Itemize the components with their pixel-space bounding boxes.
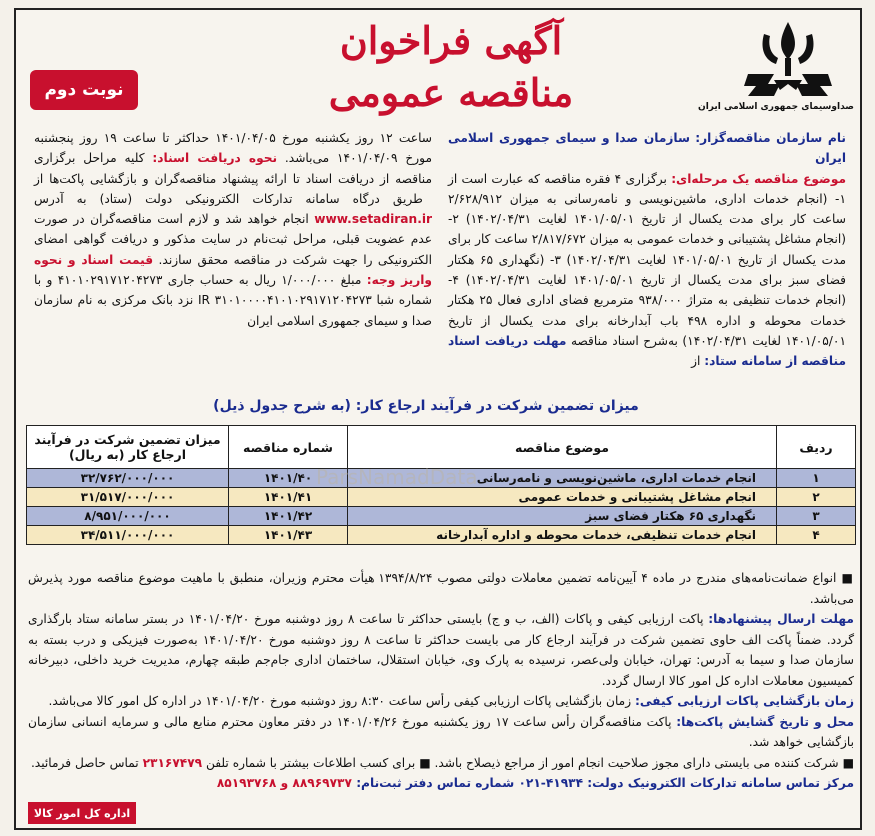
opening-quality-label: زمان بازگشایی پاکات ارزیابی کیفی: [634, 694, 854, 708]
how-value: کلیه مراحل برگزاری مناقصه از دریافت اسناد تا ارائه پیشنهاد مناقصه‌گران و بازگشایی پاکت‌ها از طریق درگاه سامانه تدارکات الکترونیکی دولت (ستاد) به آدرس [34, 151, 432, 206]
opening-place-paragraph [28, 712, 854, 753]
opening-place-label: محل و تاریخ گشایش پاکت‌ها: [676, 714, 854, 729]
title-line-2: مناقصه عمومی [328, 70, 574, 115]
row-subject: انجام مشاغل پشتیبانی و خدمات عمومی [348, 488, 777, 507]
deadline-value: از [691, 354, 701, 369]
contact-label: مرکز تماس سامانه تدارکات الکترونیک دولت: ۴۱۹۳۴-۰۲۱ شماره تماس دفتر ثبت‌نام: [356, 776, 854, 790]
row-tender-number: ۱۴۰۱/۴۰ [229, 469, 348, 488]
website-link[interactable]: www.setadiran.ir [314, 212, 433, 227]
footer-badge: اداره کل امور کالا [28, 802, 136, 824]
advertisement-page [14, 8, 862, 830]
header-tender-number: شماره مناقصه [229, 426, 348, 469]
table-row [27, 526, 856, 545]
row-tender-number: ۱۴۰۱/۴۲ [229, 507, 348, 526]
submission-value: پاکت ارزیابی کیفی و پاکات (الف، ب و ج) بایستی حداکثر تا ساعت ۸ روز دوشنبه مورخ ۱۴۰۱/۰۴/۲۰ در بستر سامانه ستاد بارگذاری گردد. ضمناً پاکت الف حاوی تضمین شرکت در فرآیند ارجاع کار می بایست حداکثر تا ساعت ۸ روز دوشنبه مورخ ۱۴۰۱/۰۴/۲۰ به‌صورت فیزیکی و درب بسته به سازمان صدا و سیما به آدرس: تهران، خیابان ولی‌عصر، نرسیده به پارک وی، خیابان استقلال، ساختمان اداری جام‌جم طبقه چهارم، مدیریت خرید داخلی، دبیرخانه کمیسیون معاملات اداره کل امور کالا ارسال گردد. [28, 612, 854, 688]
qualification-paragraph: ■ شرکت کننده می بایستی دارای مجوز صلاحیت انجام امور از مراجع ذیصلاح باشد. ■ برای کسب اطلاعات بیشتر با شماره تلفن ۲۳۱۶۷۴۷۹ تماس حاصل فرمائید. [30, 755, 854, 770]
qualification-end: تماس حاصل فرمائید. [30, 755, 143, 770]
qualification-text: شرکت کننده می بایستی دارای مجوز صلاحیت انجام امور از مراجع ذیصلاح باشد. ■ برای کسب اطلاعات بیشتر با شماره تلفن [202, 755, 839, 770]
title-line-1: آگهی فراخوان [339, 18, 563, 63]
watermark: ParsNamadData [316, 465, 478, 489]
price-label: قیمت اسناد و نحوه واریز وجه: [34, 252, 433, 288]
info-phone: ۲۳۱۶۷۴۷۹ [142, 755, 203, 770]
opening-quality-value: زمان بازگشایی پاکات ارزیابی کیفی رأس ساعت ۸:۳۰ روز دوشنبه مورخ ۱۴۰۱/۰۴/۲۰ در اداره کل امور کالا می‌باشد. [48, 694, 635, 708]
org-value: سازمان صدا و سیمای جمهوری اسلامی ایران [448, 131, 846, 166]
left-column [34, 128, 432, 331]
header-row-number: ردیف [777, 426, 856, 469]
row-tender-number: ۱۴۰۱/۴۳ [229, 526, 348, 545]
header-guarantee: میزان تضمین شرکت در فرآیند ارجاع کار (به ریال) [27, 426, 229, 469]
submission-label: مهلت ارسال پیشنهادها: [708, 612, 854, 626]
row-number: ۴ [777, 526, 856, 545]
org-label: نام سازمان مناقصه‌گزار: [695, 131, 847, 145]
price-value: مبلغ ۱/۰۰۰/۰۰۰ ریال به حساب جاری ۴۱۰۱۰۲۹۱۷۱۲۰۴۲۷۳ و با شماره شبا IR ۳۱۰۱۰۰۰۰۴۱۰۱۰۲۹۱۷۱۲۰۴۲۷۳ نزد بانک مرکزی به نام سازمان صدا و سیمای جمهوری اسلامی ایران [34, 273, 433, 328]
subject-value: برگزاری ۴ فقره مناقصه که عبارت است از ۱- (انجام خدمات اداری، ماشین‌نویسی و نامه‌رسانی به میزان ۲/۶۲۸/۹۱۲ ساعت کار برای مدت یکسال از تاریخ ۱۴۰۱/۰۵/۰۱ لغایت ۱۴۰۲/۰۴/۳۱) ۲- (انجام مشاغل پشتیبانی و خدمات عمومی به میزان ۲/۸۱۷/۶۷۲ ساعت کار برای مدت یکسال از تاریخ ۱۴۰۱/۰۵/۰۱ لغایت ۱۴۰۲/۰۴/۳۱) ۳- (نگهداری ۶۵ هکتار فضای سبز برای مدت یکسال از تاریخ ۱۴۰۱/۰۵/۰۱ لغایت ۱۴۰۲/۰۴/۳۱) ۴- (انجام خدمات تنظیفی به متراژ ۹۳۸/۰۰۰ مترمربع فضای اداری فعال ۲۵ هکتار خدمات محوطه و اداره ۴۹۸ باب آبدارخانه برای مدت یکسال از تاریخ ۱۴۰۱/۰۵/۰۱ لغایت ۱۴۰۲/۰۴/۳۱) به‌شرح اسناد مناقصه [448, 171, 847, 348]
header-subject: موضوع مناقصه [348, 426, 777, 469]
contact-numbers: ۸۸۹۶۹۷۳۷ و ۸۵۱۹۳۷۶۸ [216, 776, 357, 790]
contact-paragraph [28, 773, 854, 794]
row-subject: انجام خدمات تنظیفی، خدمات محوطه و اداره آبدارخانه [348, 526, 777, 545]
logo-caption: صداوسیمای جمهوری اسلامی ایران [698, 102, 854, 112]
row-guarantee: ۳۴/۵۱۱/۰۰۰/۰۰۰ [27, 526, 229, 545]
guarantee-types-text: انواع ضمانت‌نامه‌های مندرج در ماده ۴ آیین‌نامه تضمین معاملات دولتی مصوب ۱۳۹۴/۸/۲۴ هیأت محترم وزیران، منطبق با ماهیت موضوع مناقصه مورد پذیرش می‌باشد. [28, 571, 854, 606]
row-subject: انجام خدمات اداری، ماشین‌نویسی و نامه‌رسانی [348, 469, 777, 488]
guarantee-types-paragraph: ■ انواع ضمانت‌نامه‌های مندرج در ماده ۴ آیین‌نامه تضمین معاملات دولتی مصوب ۱۳۹۴/۸/۲۴ هیأت محترم وزیران، منطبق با ماهیت موضوع مناقصه مورد پذیرش می‌باشد. [28, 571, 855, 606]
opening-place-value: پاکت مناقصه‌گران رأس ساعت ۱۷ روز یکشنبه مورخ ۱۴۰۱/۰۴/۲۶ در دفتر معاون محترم منابع مالی و سرمایه انسانی سازمان بازگشایی خواهد شد. [28, 714, 854, 749]
opening-quality-paragraph [28, 691, 854, 712]
deadline-continuation: ساعت ۱۲ روز یکشنبه مورخ ۱۴۰۱/۰۴/۰۵ حداکثر تا ساعت ۱۹ روز پنجشنبه مورخ ۱۴۰۱/۰۴/۰۹ می‌باشد. [34, 131, 433, 166]
table-header-row [27, 426, 856, 469]
deadline-label: مهلت دریافت اسناد مناقصه از سامانه ستاد: [448, 333, 846, 369]
header [16, 10, 860, 122]
row-subject: نگهداری ۶۵ هکتار فضای سبز [348, 507, 777, 526]
row-number: ۱ [777, 469, 856, 488]
table-row [27, 488, 856, 507]
row-tender-number: ۱۴۰۱/۴۱ [229, 488, 348, 507]
row-guarantee: ۸/۹۵۱/۰۰۰/۰۰۰ [27, 507, 229, 526]
how-value-2: انجام خواهد شد و لازم است مناقصه‌گران در صورت عدم عضویت قبلی، مراحل ثبت‌نام در سایت مذکور و دریافت گواهی امضای الکترونیکی را جهت شرکت در مناقصه محقق سازند. [34, 212, 432, 267]
how-label: نحوه دریافت اسناد: [152, 151, 278, 166]
row-number: ۳ [777, 507, 856, 526]
row-guarantee: ۳۲/۷۶۲/۰۰۰/۰۰۰ [27, 469, 229, 488]
row-guarantee: ۳۱/۵۱۷/۰۰۰/۰۰۰ [27, 488, 229, 507]
lower-section [28, 568, 854, 794]
row-number: ۲ [777, 488, 856, 507]
table-row [27, 507, 856, 526]
guarantee-title: میزان تضمین شرکت در فرآیند ارجاع کار: (به شرح جدول ذیل) [213, 398, 639, 414]
subject-label: موضوع مناقصه یک مرحله‌ای: [671, 171, 847, 186]
right-column [448, 128, 846, 372]
round-badge: نوبت دوم [30, 70, 138, 110]
submission-paragraph [28, 609, 854, 691]
